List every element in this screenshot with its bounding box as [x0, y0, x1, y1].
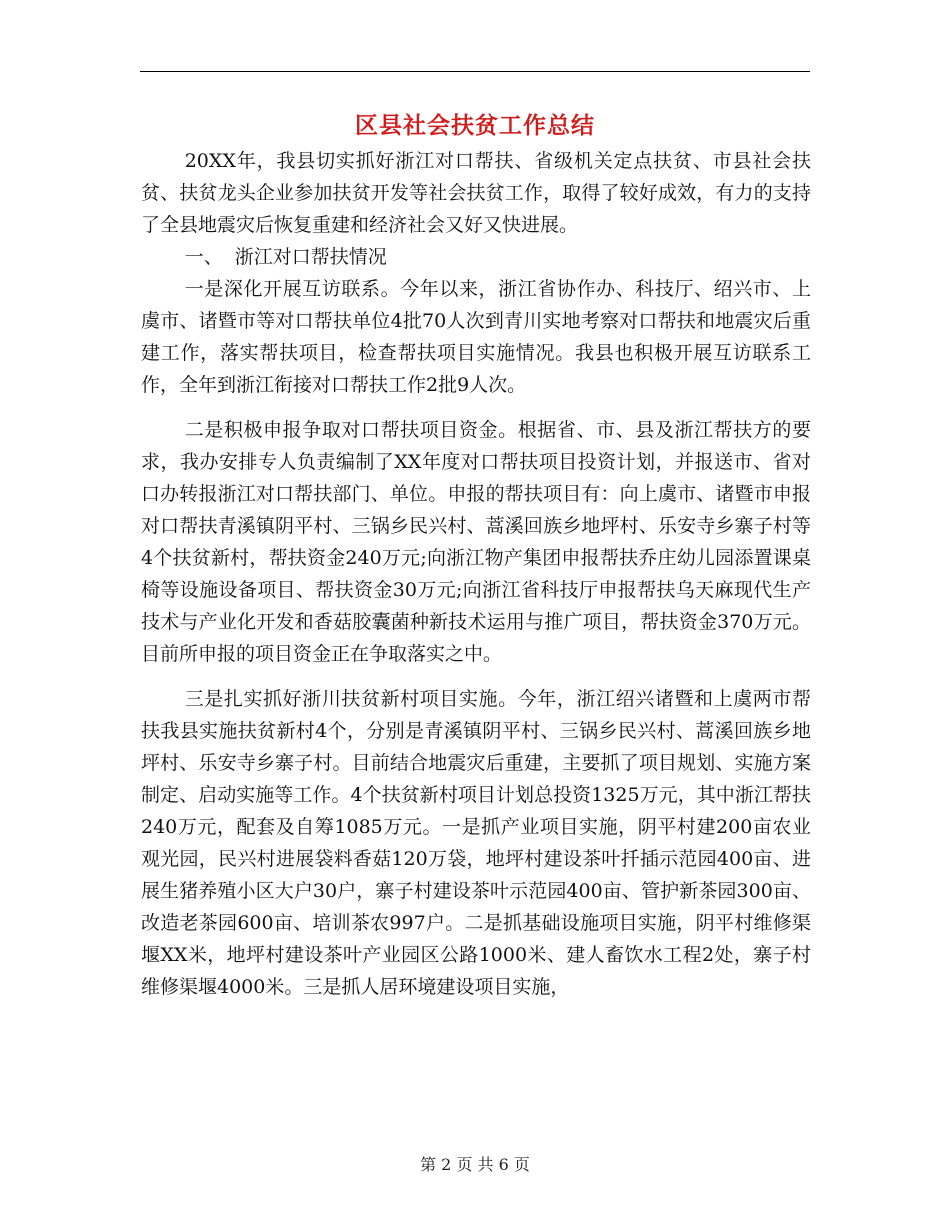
intro-paragraph: 20XX年，我县切实抓好浙江对口帮扶、省级机关定点扶贫、市县社会扶贫、扶贫龙头企业参加扶贫开发等社会扶贫工作，取得了较好成效，有力的支持了全县地震灾后恢复重建和经济社会又好又快进展。	[141, 150, 811, 236]
section-heading: 一、 浙江对口帮扶情况	[184, 246, 387, 268]
document-title: 区县社会扶贫工作总结	[355, 112, 595, 139]
body-paragraph-2: 二是积极申报争取对口帮扶项目资金。根据省、市、县及浙江帮扶方的要求，我办安排专人负责编制了XX年度对口帮扶项目投资计划，并报送市、省对口办转报浙江对口帮扶部门、单位。申报的帮扶项目有：向上虞市、诸暨市申报对口帮扶青溪镇阴平村、三锅乡民兴村、蒿溪回族乡地坪村、乐安寺乡寨子村等4个扶贫新村，帮扶资金240万元;向浙江物产集团申报帮扶乔庄幼儿园添置课桌椅等设施设备项目、帮扶资金30万元;向浙江省科技厅申报帮扶乌天麻现代生产技术与产业化开发和香菇胶囊菌种新技术运用与推广项目，帮扶资金370万元。目前所申报的项目资金正在争取落实之中。	[141, 419, 811, 665]
page-number: 第 2 页 共 6 页	[420, 1155, 530, 1174]
body-paragraph-1: 一是深化开展互访联系。今年以来，浙江省协作办、科技厅、绍兴市、上虞市、诸暨市等对口帮扶单位4批70人次到青川实地考察对口帮扶和地震灾后重建工作，落实帮扶项目，检查帮扶项目实施情况。我县也积极开展互访联系工作，全年到浙江衔接对口帮扶工作2批9人次。	[141, 278, 811, 396]
document-body	[141, 145, 811, 1003]
body-paragraph-3: 三是扎实抓好浙川扶贫新村项目实施。今年，浙江绍兴诸暨和上虞两市帮扶我县实施扶贫新村4个，分别是青溪镇阴平村、三锅乡民兴村、蒿溪回族乡地坪村、乐安寺乡寨子村。目前结合地震灾后重建，主要抓了项目规划、实施方案制定、启动实施等工作。4个扶贫新村项目计划总投资1325万元，其中浙江帮扶240万元，配套及自筹1085万元。一是抓产业项目实施，阴平村建200亩农业观光园，民兴村进展袋料香菇120万袋，地坪村建设茶叶扦插示范园400亩、进展生猪养殖小区大户30户，寨子村建设茶叶示范园400亩、管护新茶园300亩、改造老茶园600亩、培训茶农997户。二是抓基础设施项目实施，阴平村维修渠堰XX米，地坪村建设茶叶产业园区公路1000米、建人畜饮水工程2处，寨子村维修渠堰4000米。三是抓人居环境建设项目实施，	[141, 688, 811, 998]
header-rule	[140, 71, 810, 72]
